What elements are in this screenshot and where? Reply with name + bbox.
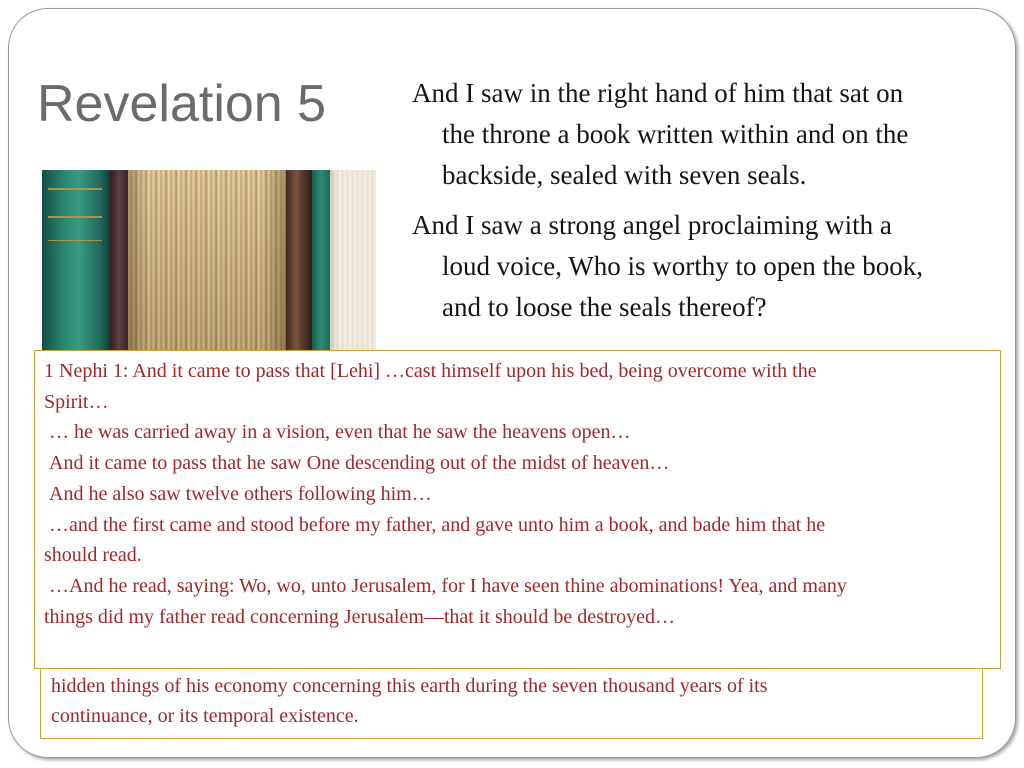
brown-book-spine bbox=[286, 170, 312, 355]
green-book-spine bbox=[312, 170, 330, 355]
scripture-line: And I saw a strong angel proclaiming with a bbox=[412, 210, 892, 240]
scripture-paragraph bbox=[412, 205, 1002, 328]
quote-line: And it came to pass that he saw One descending out of the midst of heaven… bbox=[49, 452, 670, 475]
scripture-line: the throne a book written within and on the bbox=[442, 119, 909, 149]
quote-line: Spirit… bbox=[44, 390, 109, 413]
light-page-edges bbox=[330, 170, 376, 355]
scripture-text bbox=[412, 73, 1002, 337]
worn-page-edges bbox=[128, 170, 286, 355]
quote-paragraph bbox=[44, 417, 992, 448]
quote-paragraph bbox=[44, 510, 992, 571]
books-photo bbox=[42, 170, 376, 355]
quote-paragraph bbox=[44, 571, 992, 632]
scripture-line: loud voice, Who is worthy to open the book, bbox=[442, 251, 923, 281]
gold-band bbox=[48, 188, 102, 190]
scripture-line: and to loose the seals thereof? bbox=[442, 292, 767, 322]
quote-line: …and the first came and stood before my father, and gave unto him a book, and bade him that he bbox=[49, 513, 826, 536]
quote-line: hidden things of his economy concerning this earth during the seven thousand years of its bbox=[51, 675, 768, 697]
quote-paragraph bbox=[44, 448, 992, 479]
quote-line: … he was carried away in a vision, even that he saw the heavens open… bbox=[49, 421, 631, 444]
quote-line: And he also saw twelve others following him… bbox=[49, 482, 432, 505]
scripture-line: backside, sealed with seven seals. bbox=[442, 160, 807, 190]
quote-paragraph bbox=[44, 356, 992, 417]
quote-line: things did my father read concerning Jerusalem—that it should be destroyed… bbox=[44, 605, 675, 628]
dark-book-spine bbox=[110, 170, 128, 355]
quote-paragraph bbox=[44, 479, 992, 510]
quote-line: continuance, or its temporal existence. bbox=[51, 705, 359, 727]
nephi-quote-box bbox=[34, 350, 1001, 669]
quote-line: …And he read, saying: Wo, wo, unto Jerusalem, for I have seen thine abominations! Yea, and many bbox=[49, 574, 847, 597]
quote-line: 1 Nephi 1: And it came to pass that [Lehi] …cast himself upon his bed, being overcome with the bbox=[44, 360, 817, 382]
gold-band bbox=[48, 240, 102, 241]
slide-title: Revelation 5 bbox=[37, 75, 327, 133]
teal-book-spine bbox=[42, 170, 110, 355]
scripture-paragraph bbox=[412, 73, 1002, 196]
gold-band bbox=[48, 216, 102, 218]
scripture-line: And I saw in the right hand of him that sat on bbox=[412, 78, 904, 108]
quote-line: should read. bbox=[44, 544, 142, 567]
